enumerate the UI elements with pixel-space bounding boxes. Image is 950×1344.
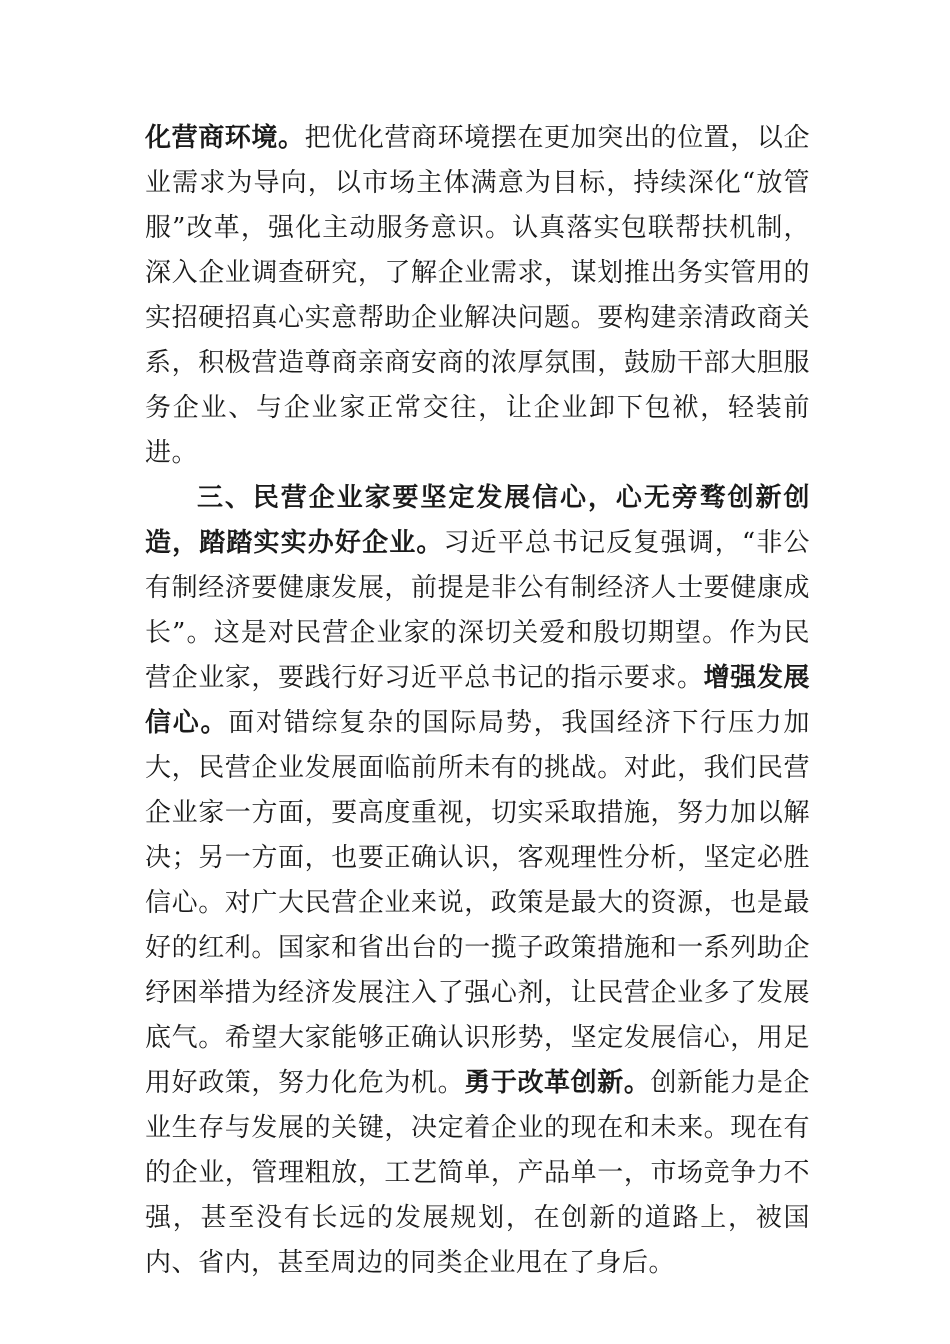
paragraph-1 — [145, 116, 810, 476]
paragraph-2 — [145, 476, 810, 1286]
text-run: 把优化营商环境摆在更加突出的位置，以企业需求为导向，以市场主体满意为目标，持续深化“放管服”改革，强化主动服务意识。认真落实包联帮扶机制，深入企业调查研究，了解企业需求，谋划推出务实管用的实招硬招真心实意帮助企业解决问题。要构建亲清政商关系，积极营造尊商亲商安商的浓厚氛围，鼓励干部大胆服务企业、与企业家正常交往，让企业卸下包袱，轻装前进。 — [145, 123, 810, 468]
text-run: 习近平总书记反复强调，“非公有制经济要健康发展，前提是非公有制经济人士要健康成长”。这是对民营企业家的深切关爱和殷切期望。作为民营企业家，要践行好习近平总书记的指示要求。 — [145, 528, 810, 693]
section-heading: 三、民营企业家要坚定发展信心，心无旁骛创新创造，踏踏实实办好企业。 — [145, 483, 810, 558]
text-run: 面对错综复杂的国际局势，我国经济下行压力加大，民营企业发展面临前所未有的挑战。对此，我们民营企业家一方面，要高度重视，切实采取措施，努力加以解决；另一方面，也要正确认识，客观理性分析，坚定必胜信心。对广大民营企业来说，政策是最大的资源，也是最好的红利。国家和省出台的一揽子政策措施和一系列助企纾困举措为经济发展注入了强心剂，让民营企业多了发展底气。希望大家能够正确认识形势，坚定发展信心，用足用好政策，努力化危为机。 — [145, 708, 810, 1098]
bold-run: 化营商环境。 — [145, 123, 305, 153]
bold-run: 勇于改革创新。 — [464, 1068, 651, 1098]
document-body — [145, 116, 810, 1286]
bold-run: 增强发展信心。 — [145, 663, 810, 738]
text-run: 创新能力是企业生存与发展的关键，决定着企业的现在和未来。现在有的企业，管理粗放，工艺简单，产品单一，市场竞争力不强，甚至没有长远的发展规划，在创新的道路上，被国内、省内，甚至周边的同类企业甩在了身后。 — [145, 1068, 810, 1278]
